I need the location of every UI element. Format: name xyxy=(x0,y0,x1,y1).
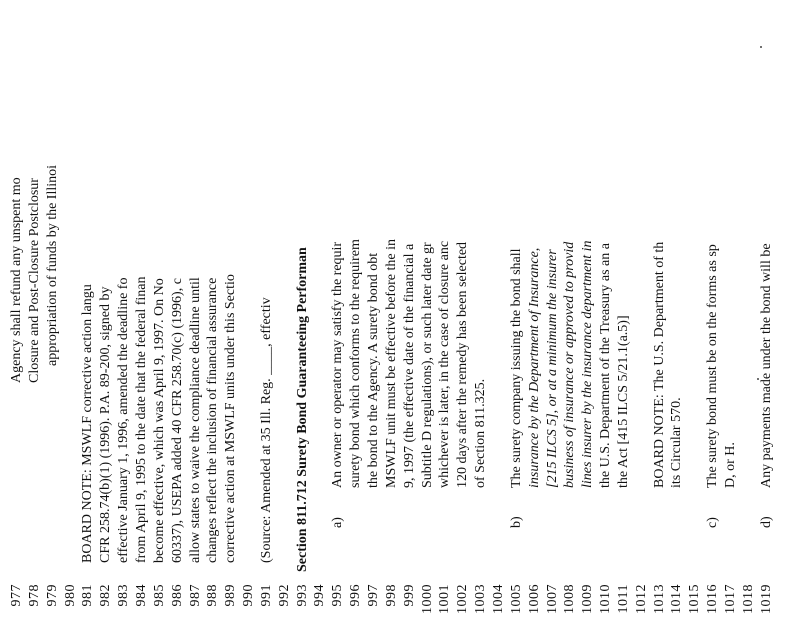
line-number: 1014 xyxy=(669,584,685,614)
document-line xyxy=(329,0,347,618)
line-number: 1006 xyxy=(526,584,542,614)
document-line xyxy=(294,0,312,618)
document-line xyxy=(187,0,205,618)
line-number: 978 xyxy=(26,584,42,607)
line-number: 991 xyxy=(258,584,274,607)
line-text: Any payments made under the bond will be xyxy=(758,243,774,488)
line-text: BOARD NOTE: The U.S. Department of th xyxy=(651,241,667,488)
document-line xyxy=(597,0,615,618)
document-line xyxy=(133,0,151,618)
line-text: 120 days after the remedy has been selected xyxy=(455,241,471,488)
line-number: 979 xyxy=(44,584,60,607)
line-text: BOARD NOTE: MSWLF corrective action langu xyxy=(80,284,96,563)
document-line xyxy=(383,0,401,618)
line-text: the U.S. Department of the Treasury as an a xyxy=(598,243,614,488)
document-line xyxy=(401,0,419,618)
line-number: 996 xyxy=(348,584,364,607)
line-number: 992 xyxy=(276,584,292,607)
line-text: CFR 258.74(b)(1) (1996). P.A. 89-200, signed by xyxy=(98,286,114,563)
subsection-marker: c) xyxy=(705,517,721,528)
section-heading: Section 811.712 Surety Bond Guaranteeing Performan xyxy=(294,247,310,572)
line-text: become effective, which was April 9, 1997. On No xyxy=(151,278,167,563)
line-number: 984 xyxy=(133,584,149,607)
line-number: 1009 xyxy=(580,584,596,614)
document-line xyxy=(97,0,115,618)
document-line xyxy=(276,0,294,618)
line-text: allow states to waive the compliance deadline until xyxy=(187,277,203,563)
line-text: D, or H. xyxy=(723,442,738,488)
line-text: the bond to the Agency. A surety bond obt xyxy=(366,252,381,488)
line-number: 1007 xyxy=(544,584,560,614)
line-text: the Act [415 ILCS 5/21.1(a.5)] xyxy=(615,315,631,488)
line-text: whichever is later, in the case of closure anc xyxy=(437,240,453,488)
line-number: 982 xyxy=(98,584,114,607)
line-number: 1002 xyxy=(455,584,471,614)
document-line xyxy=(240,0,258,618)
document-line xyxy=(668,0,686,618)
document-line xyxy=(8,0,26,618)
line-text: appropriation of funds by the Illinoi xyxy=(44,164,60,366)
line-text: 9, 1997 (the effective date of the financial a xyxy=(401,243,417,488)
document-line xyxy=(508,0,526,618)
line-text: (Source: Amended at 35 Ill. Reg. ____, effectiv xyxy=(258,297,274,563)
line-number: 1011 xyxy=(615,584,631,614)
line-number: 981 xyxy=(80,584,96,607)
subsection-marker: b) xyxy=(508,516,524,528)
subsection-marker: d) xyxy=(758,516,774,528)
line-number: 1004 xyxy=(490,584,506,614)
line-text: lines insurer by the insurance department in xyxy=(580,240,596,488)
line-number: 1019 xyxy=(758,584,774,614)
line-number: 995 xyxy=(330,584,346,607)
document-line xyxy=(615,0,633,618)
line-number: 1018 xyxy=(740,584,756,614)
line-text: business of insurance or approved to provid xyxy=(562,241,578,488)
line-number: 987 xyxy=(187,584,203,607)
document-line xyxy=(633,0,651,618)
line-number: 994 xyxy=(312,584,328,607)
document-line xyxy=(544,0,562,618)
line-number: 1017 xyxy=(723,584,738,614)
line-number: 977 xyxy=(9,584,24,607)
line-text: The surety bond must be on the forms as sp xyxy=(705,244,721,488)
document-line xyxy=(436,0,454,618)
line-text: Subtitle D regulations), or such later date gr xyxy=(419,242,435,488)
line-number: 997 xyxy=(366,584,381,607)
line-text: An owner or operator may satisfy the requir xyxy=(330,241,346,488)
document-line xyxy=(151,0,169,618)
line-text: insurance by the Department of Insurance, xyxy=(526,247,542,488)
document-line xyxy=(758,0,776,618)
line-text: 60337), USEPA added 40 CFR 258.70(c) (1996), c xyxy=(169,278,185,563)
document-line xyxy=(579,0,597,618)
line-number: 980 xyxy=(62,584,78,607)
line-number: 1010 xyxy=(598,584,614,614)
line-number: 986 xyxy=(169,584,185,607)
line-text: of Section 811.325. xyxy=(473,378,489,488)
line-text: The surety company issuing the bond shall xyxy=(508,248,524,488)
line-text: its Circular 570. xyxy=(669,397,685,488)
document-line xyxy=(79,0,97,618)
document-line xyxy=(526,0,544,618)
document-line xyxy=(490,0,508,618)
document-line xyxy=(169,0,187,618)
document-line xyxy=(651,0,669,618)
document-line xyxy=(115,0,133,618)
document-line xyxy=(454,0,472,618)
document-line xyxy=(740,0,758,618)
line-number: 1015 xyxy=(687,584,703,614)
line-text: MSWLF unit must be effective before the in xyxy=(383,239,399,488)
line-text: Agency shall refund any unspent mo xyxy=(9,177,24,383)
line-number: 985 xyxy=(151,584,167,607)
line-text: changes reflect the inclusion of financial assurance xyxy=(205,277,221,563)
document-line xyxy=(561,0,579,618)
line-number: 1008 xyxy=(562,584,578,614)
document-line xyxy=(722,0,740,618)
line-number: 1005 xyxy=(508,584,524,614)
document-line xyxy=(419,0,437,618)
line-number: 988 xyxy=(205,584,221,607)
line-text: Closure and Post-Closure Postclosur xyxy=(26,178,42,383)
line-number: 1001 xyxy=(437,584,453,614)
document-line xyxy=(26,0,44,618)
subsection-marker: a) xyxy=(330,517,346,528)
line-text: [215 ILCS 5], or at a minimum the insurer xyxy=(544,249,560,488)
document-line xyxy=(222,0,240,618)
document-line xyxy=(472,0,490,618)
line-number: 1013 xyxy=(651,584,667,614)
document-line xyxy=(311,0,329,618)
line-text: from April 9, 1995 to the date that the federal finan xyxy=(133,276,149,563)
document-line xyxy=(258,0,276,618)
line-number: 1016 xyxy=(705,584,721,614)
line-text: effective January 1, 1996, amended the deadline fo xyxy=(116,277,132,563)
document-line xyxy=(62,0,80,618)
line-number: 1003 xyxy=(473,584,489,614)
document-line xyxy=(686,0,704,618)
line-number: 993 xyxy=(294,584,310,607)
line-number: 1000 xyxy=(419,584,435,614)
scan-speck xyxy=(760,46,762,48)
document-line xyxy=(204,0,222,618)
line-text: corrective action at MSWLF units under this Sectio xyxy=(223,274,239,563)
line-text: surety bond which conforms to the requirem xyxy=(348,239,364,488)
document-line xyxy=(704,0,722,618)
line-number: 1012 xyxy=(633,584,649,614)
line-number: 998 xyxy=(383,584,399,607)
line-number: 999 xyxy=(401,584,417,607)
scan-speck xyxy=(757,378,759,380)
line-number: 990 xyxy=(241,584,257,607)
line-number: 983 xyxy=(116,584,132,607)
document-line xyxy=(347,0,365,618)
line-number: 989 xyxy=(223,584,239,607)
document-line xyxy=(365,0,383,618)
document-line xyxy=(44,0,62,618)
